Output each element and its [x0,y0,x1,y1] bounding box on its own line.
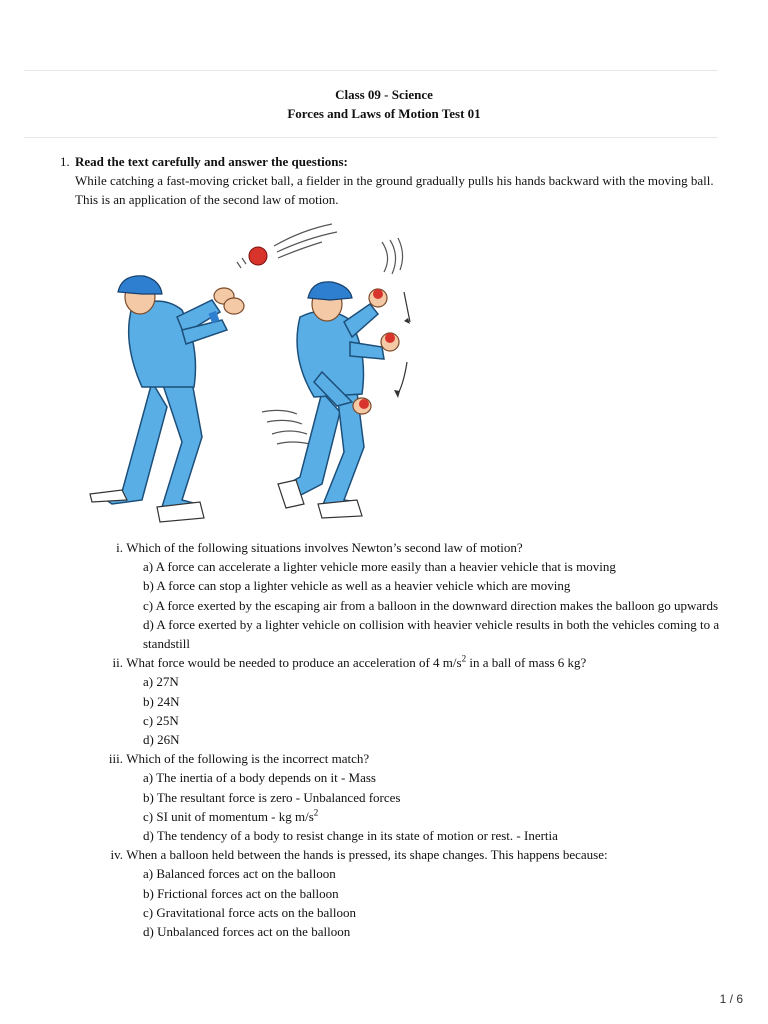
subquestion-ii [100,653,725,749]
option-b: b) Frictional forces act on the balloon [143,885,339,901]
subquestion-number: iii. [108,751,123,767]
stem-text: What force would be needed to produce an acceleration of 4 m/s [126,655,462,671]
subquestion-iii [100,749,725,845]
subquestion-number: i. [116,540,123,555]
option-c: c) 25N [143,712,179,728]
option-d: d) The tendency of a body to resist change in its state of motion or rest. - Inertia [143,828,558,844]
subquestion-iv [100,845,725,941]
cricket-fielder-illustration [82,222,422,530]
page-indicator: 1 / 6 [719,992,743,1006]
superscript: 2 [313,807,319,818]
option-a: a) 27N [143,674,179,690]
subquestion-list [100,538,725,941]
option-b: b) The resultant force is zero - Unbalanced forces [143,789,401,805]
option-c [143,807,725,826]
option-a: a) Balanced forces act on the balloon [143,866,336,882]
stem-text-end: in a ball of mass 6 kg? [466,655,587,671]
page-title: Class 09 - Science [335,87,433,102]
top-divider [24,70,718,71]
superscript: 2 [461,653,467,664]
option-b: b) 24N [143,693,180,709]
option-c-text: c) SI unit of momentum - kg m/s [143,808,314,824]
question-passage: While catching a fast-moving cricket ball, a fielder in the ground gradually pulls his hands backward with the moving ball. This is an application of the second law of motion. [75,173,714,207]
subquestion-number: iv. [110,847,123,863]
fielder-left [90,276,244,522]
header-divider [24,137,718,138]
subquestion-stem: Which of the following situations involves Newton’s second law of motion? [126,540,523,555]
question-number: 1. [60,154,70,169]
subquestion-stem: When a balloon held between the hands is pressed, its shape changes. This happens because: [126,847,608,863]
fielder-right [262,238,410,518]
option-d: d) Unbalanced forces act on the balloon [143,924,351,940]
option-c: c) Gravitational force acts on the balloon [143,904,356,920]
option-d: d) A force exerted by a lighter vehicle on collision with heavier vehicle results in both the vehicles coming to a standstill [143,616,720,652]
option-d: d) 26N [143,732,180,748]
subquestion-stem: Which of the following is the incorrect match? [126,751,370,767]
subquestion-number: ii. [112,655,123,671]
option-b: b) A force can stop a lighter vehicle as well as a heavier vehicle which are moving [143,578,571,594]
test-title: Forces and Laws of Motion Test 01 [287,106,481,121]
question-heading: Read the text carefully and answer the questions: [75,154,348,169]
subquestion-stem [126,653,586,672]
subquestion-i [100,538,725,653]
cricket-ball [237,224,337,268]
option-a: a) A force can accelerate a lighter vehicle more easily than a heavier vehicle that is moving [143,559,616,575]
option-c: c) A force exerted by the escaping air from a balloon in the downward direction makes the balloon go upwards [143,597,719,613]
question-1 [60,152,720,209]
option-a: a) The inertia of a body depends on it - Mass [143,770,376,786]
